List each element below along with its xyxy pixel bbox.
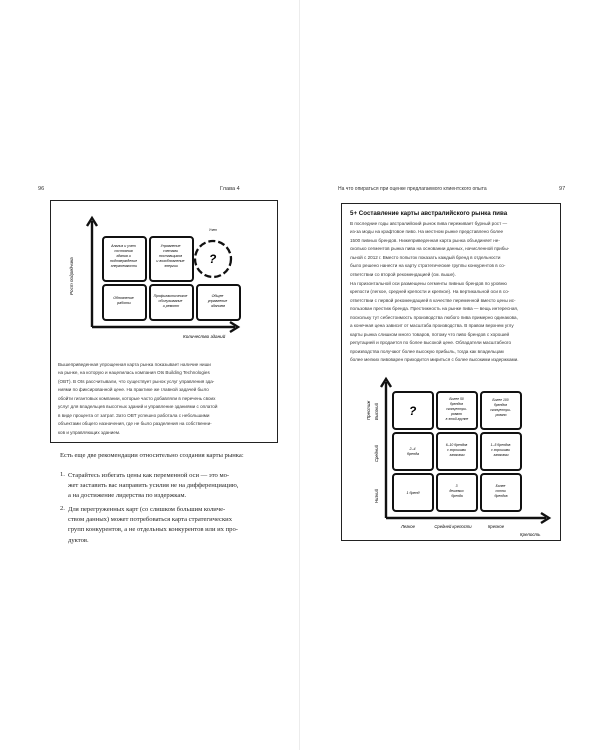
cell-text: Более сотни брендов [494, 484, 508, 498]
cell-text: Профилактическое обслуживание и ремонт [153, 294, 188, 308]
market-niche-sketch [51, 201, 279, 341]
running-head: На что опираться при оценке предлагаемого клиентского опыта [338, 186, 487, 192]
chapter-label: Глава 4 [220, 186, 240, 192]
empty-cell-question-mark: ? [409, 404, 417, 418]
figure-caption: Вышеприведенная упрощенная карта рынка показывает наличие ниши на рынке, на которую и нацелилась компания Ots Building Technologies (OBT). В Ots рассчитывали, что существует рынок услуг управления зда- ниями по фиксированной цене. На практике же главной задачей было обойти гигантовых компании, которые часто добавляли в перечень своих услуг для владельцев высотных зданий и управление зданиями с оплатой в виде процента от затрат. Зато OBT успешно работала с небольшими объектами общего назначения, где не было разделения на собственни- ков и управляющих зданием. [58, 362, 218, 435]
niche-question-mark: ? [209, 252, 217, 266]
y-level-low: Низкий [374, 489, 379, 503]
left-page-number: 96 [38, 186, 45, 192]
x-axis-title: Крепость [520, 532, 541, 537]
list-item: Для перегруженных карт (со слишком большим количе- ством данных) может потребоваться карта стратегических групп конкурентов, а не отдельных конкурентов или их про- дуктов. [68, 506, 238, 544]
x-level-light: Легкое [401, 524, 415, 529]
y-level-high: Высокий [374, 403, 379, 420]
right-page-number: 97 [559, 186, 566, 192]
x-axis-label: Количество зданий [183, 334, 226, 339]
cell-text: 2–4 бренда [407, 447, 419, 456]
cell-text: Обновление работы [113, 296, 134, 305]
x-level-medium: Средней крепости [434, 524, 472, 529]
cell-text: 1–5 брендов с хорошими запасами [490, 443, 511, 457]
cell-text: 6–10 брендов с хорошими запасами [445, 443, 468, 457]
cell-text: Более 50 брендов сконцентри- ровано в этой группе [445, 397, 469, 421]
x-level-strong: Крепкое [487, 524, 505, 529]
box-paragraph-1: В последние годы австралийский рынок пива переживает бурный рост — из-за моды на крафтовое пиво. На местном рынке представлено более 1500 пивных брендов. Нижеприведенная карта рынка объединяет не- сколько сегментов рынка пива на основании данных, начисленной прибы- льной с 2012 г. Вместо попыток показать каждый бренд в отдельности было решено нанести на карту стратегические группы конкурентов в со- ответствии со второй рекомендацией (см. выше). [350, 221, 510, 277]
cell-text: Общее управление зданием [207, 294, 228, 308]
list-item: Старайтесь избегать цены как переменной оси — это мо- жет заставить вас направить усилия не на дифференциацию, а на достижение лидерства по издержкам. [68, 472, 239, 500]
y-axis-title: Престиж [366, 400, 371, 420]
cell-text: Более 100 брендов сконцентри- ровано [490, 398, 511, 417]
cell-text: 1 бренд [406, 491, 420, 495]
box-paragraph-2: На горизонтальной оси размещены сегменты пивных брендов по уровню крепости (легкое, средней крепости и крепкое). На вертикальной оси в со- ответствии с первой рекомендацией в качестве переменной вместо цены ис- пользован престиж бренда. Престижность на рынке пива — вещь интересная, поскольку тут себестоимость производства любого пива примерно одинакова, а конечная цена зависит от масштаба производства. В правом верхнем углу карты рынка слишком много товаров, потому что пиво брендов с хорошей репутацией и продается по более высокой цене. Обладатели масштабного производства получают более высокую прибыль, тогда как владельцам более мелких пивоварен приходится мириться с более высокими издержками. [350, 281, 519, 363]
cell-text: 3 дешевых бренда [449, 484, 464, 498]
market-map-box-left [50, 200, 278, 443]
y-level-medium: Средний [374, 445, 379, 462]
intro-paragraph: Есть еще две рекомендации относительно создания карты рынка: [60, 452, 244, 459]
box-title: 5+ Составление карты австралийского рынка пива [350, 210, 508, 217]
beer-market-box [341, 203, 561, 541]
y-axis-label: Рост подрядчика [69, 257, 74, 295]
cell-text: Учет [208, 228, 218, 232]
list-number: 2. [60, 505, 65, 512]
cell-text: Управление счетами поставщиков и возобновление энергии [156, 244, 185, 268]
cell-text: Анализ и учет состояния здания и подтверждение энергоемкости [109, 244, 138, 268]
beer-market-sketch [342, 370, 562, 542]
list-number: 1. [60, 471, 65, 478]
